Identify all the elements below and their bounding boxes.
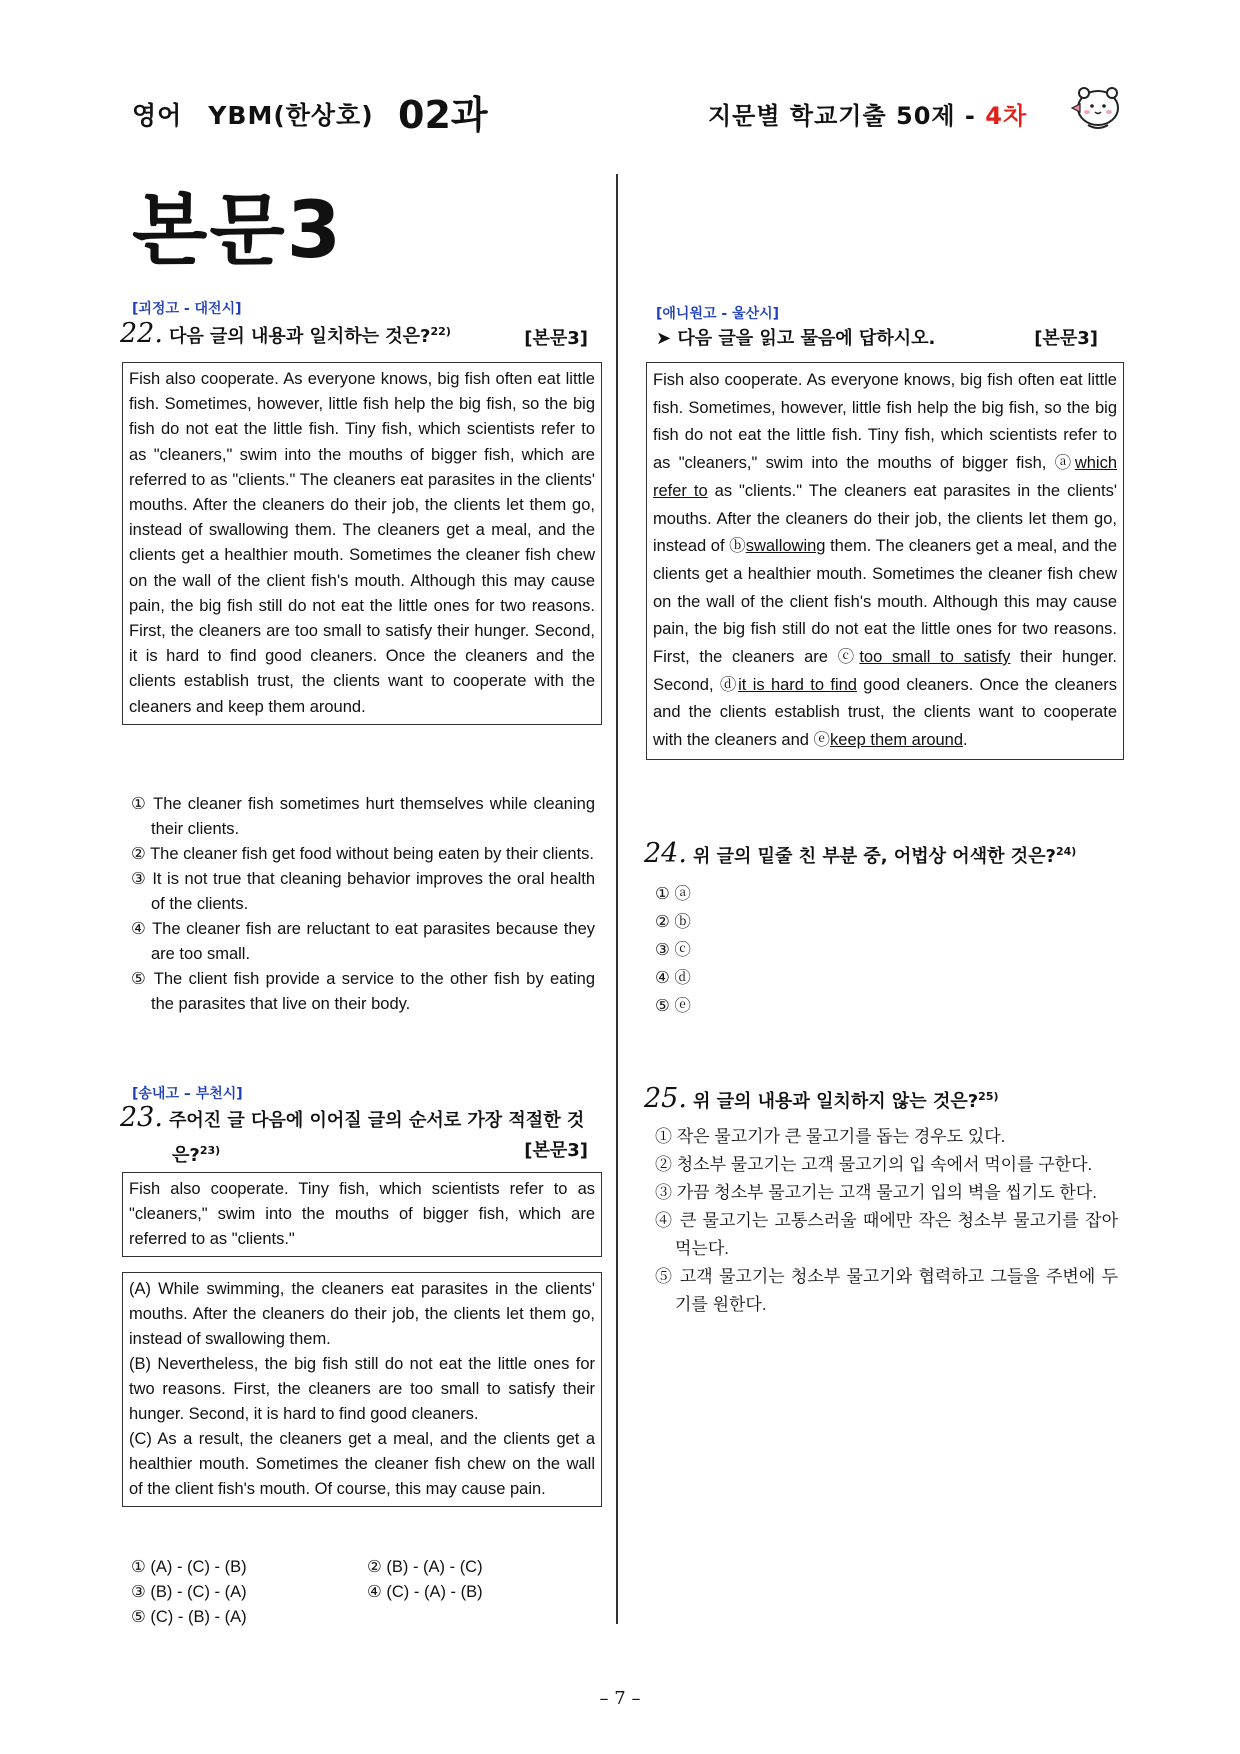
mascot-icon: [1068, 82, 1124, 132]
q23-parts-box: [122, 1272, 602, 1507]
q24-25-tag: [본문3]: [1034, 328, 1098, 349]
q25-options: [655, 1123, 1118, 1319]
q24-25-passage: [653, 367, 1117, 755]
column-divider: [616, 174, 618, 1624]
q23-part-b: (B) Nevertheless, the big fish still do not eat the little ones for two reasons. First, the cleaners are too small to satisfy their hunger. Second, it is hard to find good cleaners.: [129, 1355, 595, 1423]
q25-option-2[interactable]: ② 청소부 물고기는 고객 물고기의 입 속에서 먹이를 구한다.: [655, 1155, 1093, 1174]
q23-given: Fish also cooperate. Tiny fish, which scientists refer to as "cleaners," swim into the mouths of bigger fish, which are referred to as "clients.": [129, 1180, 595, 1248]
q23-option-3[interactable]: ③ (B) - (C) - (A): [131, 1583, 247, 1601]
passage-segment: them. The cleaners get a meal, and the clients get a healthier mouth. Sometimes the cleaner fish chew on the wall of the client fish's mouth. Although this may cause pain, the big fish still do not eat the little ones for two reasons. First, the cleaners are: [653, 537, 1118, 667]
passage-segment: good cleaners. Once the cleaners and the clients establish trust, the clients want to cooperate with the cleaners and: [653, 675, 1118, 750]
q24-option-4[interactable]: ④ ⓓ: [655, 969, 691, 987]
q22-source: [괴정고 - 대전시]: [132, 301, 242, 317]
q22-number: 22.: [120, 318, 163, 349]
underlined-segment: which refer to: [653, 454, 1117, 500]
passage-segment: ⓓ: [719, 675, 739, 694]
q23-option-1[interactable]: ① (A) - (C) - (B): [131, 1558, 247, 1576]
q25-option-4[interactable]: ④ 큰 물고기는 고통스러울 때에만 작은 청소부 물고기를 잡아먹는다.: [655, 1211, 1118, 1258]
q25-prompt-line: [644, 1083, 999, 1114]
passage-segment: Fish also cooperate. As everyone knows, big fish often eat little fish. Sometimes, however, little fish help the big fish, so the big fish do not eat the little fish. Tiny fish, which scientists refer to as "cleaners," swim into the mouths of bigger fish,: [653, 371, 1117, 473]
q24-25-passage-box: [646, 362, 1124, 760]
passage-segment: their hunger. Second,: [653, 648, 1117, 694]
q23-given-box: [122, 1172, 602, 1257]
q23-prompt-line: [120, 1103, 588, 1171]
q25-number: 25.: [644, 1083, 687, 1114]
q24-prompt: 위 글의 밑줄 친 부분 중, 어법상 어색한 것은?: [692, 846, 1056, 867]
q25-option-1[interactable]: ① 작은 물고기가 큰 물고기를 돕는 경우도 있다.: [655, 1127, 1006, 1146]
page-number: – 7 –: [599, 1688, 641, 1709]
q24-option-5[interactable]: ⑤ ⓔ: [655, 997, 691, 1015]
q25-prompt: 위 글의 내용과 일치하지 않는 것은?: [692, 1091, 979, 1112]
underlined-segment: keep them around: [830, 731, 964, 750]
passage-segment: ⓑ: [729, 537, 746, 556]
q24-25-source: [애니원고 - 울산시]: [656, 306, 780, 322]
passage-segment: as "clients." The cleaners eat parasites in the clients' mouths. After the cleaners do their job, the clients let them go, instead of: [653, 481, 1117, 556]
q22-option-3[interactable]: ③ It is not true that cleaning behavior improves the oral health of the clients.: [131, 870, 595, 913]
q24-option-3[interactable]: ③ ⓒ: [655, 941, 691, 959]
q22-option-4[interactable]: ④ The cleaner fish are reluctant to eat parasites because they are too small.: [131, 920, 595, 963]
q23-option-5[interactable]: ⑤ (C) - (B) - (A): [131, 1608, 247, 1626]
q23-option-2[interactable]: ② (B) - (A) - (C): [367, 1558, 483, 1576]
q24-footnote: 24): [1055, 845, 1077, 858]
q22-option-2[interactable]: ② The cleaner fish get food without being eaten by their clients.: [131, 845, 595, 863]
q22-prompt-line: [120, 318, 588, 356]
lesson-label: 02과: [398, 93, 488, 137]
q24-options: [655, 880, 691, 1020]
q25-footnote: 25): [978, 1090, 999, 1103]
q23-option-4[interactable]: ④ (C) - (A) - (B): [367, 1583, 483, 1601]
q24-option-1[interactable]: ① ⓐ: [655, 885, 691, 903]
section-title: 본문3: [132, 186, 343, 276]
q22-prompt: 다음 글의 내용과 일치하는 것은?: [168, 326, 431, 347]
passage-segment: ⓐ: [1054, 454, 1075, 473]
q23-prompt-1: 주어진 글 다음에 이어질 글의 순서로 가장 적절한 것: [168, 1110, 585, 1131]
q24-25-prompt: 다음 글을 읽고 물음에 답하시오.: [677, 328, 936, 349]
q22-options: [131, 792, 595, 1017]
q22-passage: Fish also cooperate. As everyone knows, big fish often eat little fish. Sometimes, however, little fish help the big fish, so the big fish do not eat the little fish. Tiny fish, which scientists refer to as "cleaners," swim into the mouths of bigger fish, which are referred to as "clients." The cleaners eat parasites in the clients' mouths. After the cleaners do their job, the clients let them go, instead of swallowing them. The cleaners get a meal, and the clients get a healthier mouth. Sometimes the cleaner fish chew on the wall of the client fish's mouth. Although this may cause pain, the big fish still do not eat the little ones for two reasons. First, the cleaners are too small to satisfy their hunger. Second, it is hard to find good cleaners. Once the cleaners and the clients establish trust, the clients want to cooperate with the cleaners and keep them around.: [129, 370, 595, 716]
underlined-segment: swallowing: [745, 537, 826, 556]
q24-option-2[interactable]: ② ⓑ: [655, 913, 691, 931]
q22-passage-box: [122, 362, 602, 725]
subject-label: 영어 YBM(한상호): [132, 101, 374, 130]
q23-number: 23.: [120, 1102, 163, 1133]
q22-option-1[interactable]: ① The cleaner fish sometimes hurt themselves while cleaning their clients.: [131, 795, 595, 838]
q23-prompt-2: 은?: [172, 1145, 200, 1166]
q23-tag: [본문3]: [524, 1140, 588, 1161]
series-label: [708, 96, 1027, 131]
q25-option-5[interactable]: ⑤ 고객 물고기는 청소부 물고기와 협력하고 그들을 주변에 두기를 원한다.: [655, 1267, 1118, 1314]
q24-number: 24.: [644, 838, 687, 869]
q22-tag: [본문3]: [524, 328, 588, 349]
arrow-icon: ➤: [656, 328, 672, 349]
passage-segment: .: [963, 731, 968, 750]
underlined-segment: too small to satisfy: [859, 648, 1011, 667]
series-prefix: 지문별 학교기출 50제 -: [708, 102, 986, 130]
q24-prompt-line: [644, 838, 1076, 869]
q23-footnote: 23): [199, 1144, 221, 1157]
q23-source: [송내고 – 부천시]: [132, 1086, 243, 1102]
passage-segment: ⓒ: [837, 648, 860, 667]
series-round: 4차: [985, 102, 1028, 130]
q22-option-5[interactable]: ⑤ The client fish provide a service to the other fish by eating the parasites that live on their body.: [131, 970, 595, 1013]
underlined-segment: it is hard to find: [738, 675, 857, 694]
passage-segment: ⓔ: [813, 731, 831, 750]
q23-options: [131, 1555, 601, 1630]
q23-part-a: (A) While swimming, the cleaners eat parasites in the clients' mouths. After the cleaners do their job, the clients let them go, instead of swallowing them.: [129, 1280, 595, 1348]
q25-option-3[interactable]: ③ 가끔 청소부 물고기는 고객 물고기 입의 벽을 씹기도 한다.: [655, 1183, 1097, 1202]
q23-part-c: (C) As a result, the cleaners get a meal, and the clients get a healthier mouth. Sometimes the cleaner fish chew on the wall of the client fish's mouth. Of course, this may cause pain.: [129, 1430, 595, 1498]
q22-footnote: 22): [430, 325, 451, 338]
q24-25-prompt-line: [656, 324, 1098, 356]
